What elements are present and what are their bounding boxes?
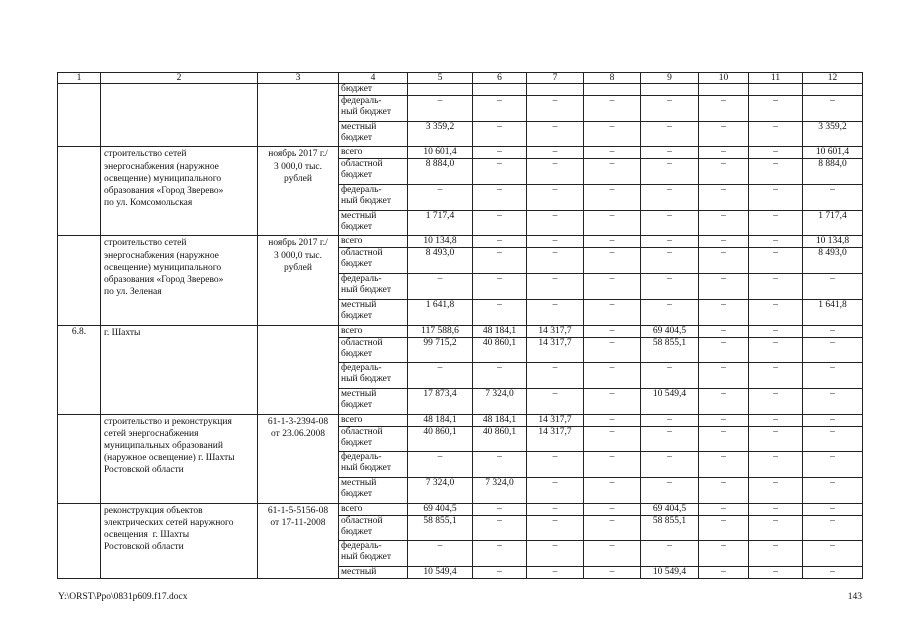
value-cell: –	[749, 567, 803, 579]
value-cell	[641, 84, 699, 96]
value-cell: –	[473, 159, 527, 185]
column-header: 2	[101, 73, 258, 84]
value-cell: –	[699, 452, 749, 478]
header-row	[58, 73, 863, 84]
value-cell: –	[749, 541, 803, 567]
value-cell: –	[408, 363, 473, 389]
value-cell: –	[803, 274, 863, 300]
value-cell: 48 184,1	[408, 414, 473, 426]
value-cell: –	[527, 121, 584, 147]
value-cell: –	[699, 503, 749, 515]
value-cell: –	[473, 96, 527, 122]
value-cell: 10 549,4	[408, 567, 473, 579]
value-cell: –	[699, 159, 749, 185]
value-cell: –	[473, 248, 527, 274]
value-cell: 10 134,8	[408, 236, 473, 248]
value-cell: –	[803, 452, 863, 478]
value-cell: –	[699, 426, 749, 452]
basis-cell	[258, 325, 339, 414]
value-cell: –	[527, 299, 584, 325]
value-cell: –	[699, 248, 749, 274]
value-cell: –	[641, 299, 699, 325]
value-cell: –	[473, 121, 527, 147]
object-name-cell	[101, 84, 258, 147]
value-cell: –	[699, 299, 749, 325]
value-cell: –	[408, 185, 473, 211]
value-cell: 14 317,7	[527, 414, 584, 426]
value-cell: –	[803, 567, 863, 579]
table-row	[58, 503, 863, 515]
value-cell: –	[641, 210, 699, 236]
value-cell: –	[699, 567, 749, 579]
value-cell: –	[473, 567, 527, 579]
funding-source-cell: всего	[339, 503, 408, 515]
value-cell: –	[803, 426, 863, 452]
value-cell: –	[699, 388, 749, 414]
funding-source-cell: местный бюджет	[339, 477, 408, 503]
funding-source-cell: областной бюджет	[339, 248, 408, 274]
value-cell: –	[749, 452, 803, 478]
value-cell: –	[699, 363, 749, 389]
value-cell: 7 324,0	[408, 477, 473, 503]
value-cell: –	[527, 96, 584, 122]
funding-source-cell: федераль- ный бюджет	[339, 96, 408, 122]
column-header: 1	[58, 73, 101, 84]
value-cell: 99 715,2	[408, 337, 473, 363]
value-cell: –	[473, 274, 527, 300]
value-cell: –	[473, 210, 527, 236]
value-cell: –	[527, 515, 584, 541]
funding-source-cell: местный бюджет	[339, 388, 408, 414]
value-cell: 7 324,0	[473, 477, 527, 503]
value-cell: 69 404,5	[641, 325, 699, 337]
column-header: 4	[339, 73, 408, 84]
funding-source-cell: федераль- ный бюджет	[339, 185, 408, 211]
row-number-cell: 6.8.	[58, 325, 101, 414]
value-cell: 10 601,4	[408, 147, 473, 159]
value-cell: –	[699, 185, 749, 211]
file-path: Y:\ORST\Ppo\0831p609.f17.docx	[58, 592, 188, 602]
value-cell: 14 317,7	[527, 426, 584, 452]
value-cell: –	[584, 210, 641, 236]
value-cell: –	[584, 185, 641, 211]
value-cell: –	[641, 414, 699, 426]
value-cell: –	[584, 96, 641, 122]
value-cell: –	[803, 337, 863, 363]
basis-cell	[258, 84, 339, 147]
value-cell: –	[699, 541, 749, 567]
value-cell: –	[584, 121, 641, 147]
value-cell: –	[803, 477, 863, 503]
funding-source-cell: всего	[339, 325, 408, 337]
value-cell: 40 860,1	[473, 337, 527, 363]
page-footer	[58, 591, 862, 603]
value-cell: –	[473, 541, 527, 567]
value-cell	[699, 84, 749, 96]
value-cell: –	[584, 515, 641, 541]
funding-source-cell: всего	[339, 414, 408, 426]
funding-source-cell: местный	[339, 567, 408, 579]
value-cell: 48 184,1	[473, 325, 527, 337]
table-body	[58, 84, 863, 579]
value-cell: –	[641, 477, 699, 503]
value-cell: –	[584, 236, 641, 248]
value-cell: 17 873,4	[408, 388, 473, 414]
value-cell: –	[699, 515, 749, 541]
value-cell: –	[584, 299, 641, 325]
value-cell: –	[584, 159, 641, 185]
object-name-cell: строительство сетей энергоснабжения (наружное освещение) муниципального образования «Город Зверево» по ул. Зеленая	[101, 236, 258, 325]
value-cell: –	[803, 515, 863, 541]
value-cell: –	[584, 503, 641, 515]
value-cell: 10 134,8	[803, 236, 863, 248]
table-row	[58, 147, 863, 159]
value-cell: –	[641, 426, 699, 452]
value-cell: –	[641, 96, 699, 122]
value-cell: –	[803, 363, 863, 389]
value-cell: –	[527, 541, 584, 567]
value-cell: 1 717,4	[803, 210, 863, 236]
funding-source-cell: областной бюджет	[339, 515, 408, 541]
basis-cell: 61-1-3-2394-08 от 23.06.2008	[258, 414, 339, 503]
value-cell: –	[527, 567, 584, 579]
value-cell: 10 549,4	[641, 567, 699, 579]
table-row	[58, 84, 863, 96]
table-row	[58, 325, 863, 337]
value-cell: –	[408, 96, 473, 122]
value-cell: –	[749, 159, 803, 185]
value-cell: –	[749, 236, 803, 248]
funding-source-cell: федераль- ный бюджет	[339, 541, 408, 567]
value-cell: –	[749, 388, 803, 414]
value-cell: 8 884,0	[408, 159, 473, 185]
value-cell: –	[749, 96, 803, 122]
value-cell: 7 324,0	[473, 388, 527, 414]
value-cell: –	[527, 477, 584, 503]
funding-source-cell: всего	[339, 236, 408, 248]
value-cell: –	[699, 147, 749, 159]
funding-source-cell: местный бюджет	[339, 210, 408, 236]
object-name-cell: строительство сетей энергоснабжения (наружное освещение) муниципального образования «Город Зверево» по ул. Комсомольская	[101, 147, 258, 236]
object-name-cell: реконструкция объектов электрических сетей наружного освещения г. Шахты Ростовской области	[101, 503, 258, 578]
object-name-cell: г. Шахты	[101, 325, 258, 414]
value-cell: 3 359,2	[408, 121, 473, 147]
column-header: 5	[408, 73, 473, 84]
value-cell	[803, 84, 863, 96]
value-cell: –	[641, 147, 699, 159]
value-cell: –	[408, 541, 473, 567]
basis-cell: ноябрь 2017 г./ 3 000,0 тыс. рублей	[258, 236, 339, 325]
value-cell: –	[803, 414, 863, 426]
funding-source-cell: федераль- ный бюджет	[339, 363, 408, 389]
value-cell: 10 549,4	[641, 388, 699, 414]
value-cell: –	[699, 96, 749, 122]
column-header: 12	[803, 73, 863, 84]
value-cell	[584, 84, 641, 96]
value-cell: –	[527, 236, 584, 248]
value-cell: 1 717,4	[408, 210, 473, 236]
value-cell: –	[749, 121, 803, 147]
value-cell: –	[749, 503, 803, 515]
value-cell: –	[641, 452, 699, 478]
funding-source-cell: областной бюджет	[339, 337, 408, 363]
value-cell: –	[749, 426, 803, 452]
value-cell: –	[641, 363, 699, 389]
value-cell: 8 493,0	[803, 248, 863, 274]
funding-source-cell: областной бюджет	[339, 159, 408, 185]
value-cell: –	[527, 147, 584, 159]
value-cell: –	[699, 274, 749, 300]
value-cell: –	[749, 363, 803, 389]
value-cell: –	[641, 121, 699, 147]
value-cell: –	[749, 274, 803, 300]
value-cell: –	[527, 388, 584, 414]
value-cell: 58 855,1	[641, 515, 699, 541]
value-cell: –	[749, 210, 803, 236]
value-cell: –	[584, 274, 641, 300]
value-cell: 14 317,7	[527, 325, 584, 337]
value-cell: 58 855,1	[408, 515, 473, 541]
funding-source-cell: местный бюджет	[339, 299, 408, 325]
value-cell: 14 317,7	[527, 337, 584, 363]
value-cell: 69 404,5	[408, 503, 473, 515]
value-cell: –	[584, 388, 641, 414]
value-cell: –	[584, 248, 641, 274]
value-cell: 1 641,8	[803, 299, 863, 325]
value-cell: –	[699, 337, 749, 363]
value-cell: –	[584, 541, 641, 567]
value-cell: –	[749, 147, 803, 159]
value-cell: –	[699, 121, 749, 147]
value-cell: –	[803, 388, 863, 414]
value-cell: 3 359,2	[803, 121, 863, 147]
value-cell: 48 184,1	[473, 414, 527, 426]
value-cell: –	[584, 337, 641, 363]
funding-source-cell: бюджет	[339, 84, 408, 96]
value-cell: –	[749, 337, 803, 363]
row-number-cell	[58, 147, 101, 236]
column-header: 6	[473, 73, 527, 84]
row-number-cell	[58, 503, 101, 578]
value-cell: –	[527, 452, 584, 478]
value-cell: –	[527, 274, 584, 300]
value-cell: –	[749, 325, 803, 337]
value-cell: –	[699, 236, 749, 248]
value-cell: –	[803, 503, 863, 515]
value-cell: –	[641, 248, 699, 274]
value-cell: –	[527, 210, 584, 236]
value-cell: –	[749, 477, 803, 503]
column-header: 9	[641, 73, 699, 84]
column-header: 10	[699, 73, 749, 84]
value-cell: –	[803, 325, 863, 337]
value-cell: –	[584, 477, 641, 503]
value-cell: 69 404,5	[641, 503, 699, 515]
value-cell: –	[749, 248, 803, 274]
value-cell: –	[749, 299, 803, 325]
value-cell: 1 641,8	[408, 299, 473, 325]
value-cell: 8 493,0	[408, 248, 473, 274]
value-cell: –	[641, 159, 699, 185]
value-cell: –	[408, 274, 473, 300]
table-row	[58, 414, 863, 426]
value-cell: –	[699, 325, 749, 337]
value-cell: –	[473, 236, 527, 248]
value-cell: –	[473, 515, 527, 541]
value-cell: –	[803, 185, 863, 211]
value-cell: –	[803, 541, 863, 567]
value-cell: 8 884,0	[803, 159, 863, 185]
row-number-cell	[58, 414, 101, 503]
value-cell: –	[473, 299, 527, 325]
value-cell: –	[527, 159, 584, 185]
value-cell: –	[473, 147, 527, 159]
value-cell	[749, 84, 803, 96]
value-cell: –	[803, 96, 863, 122]
value-cell: –	[699, 414, 749, 426]
value-cell: –	[584, 452, 641, 478]
value-cell: –	[527, 363, 584, 389]
value-cell: –	[641, 185, 699, 211]
funding-source-cell: федераль- ный бюджет	[339, 274, 408, 300]
value-cell: –	[473, 503, 527, 515]
page-number: 143	[847, 592, 862, 602]
column-header: 8	[584, 73, 641, 84]
value-cell: 40 860,1	[473, 426, 527, 452]
value-cell: –	[584, 426, 641, 452]
column-header: 3	[258, 73, 339, 84]
value-cell: –	[584, 363, 641, 389]
value-cell	[527, 84, 584, 96]
basis-cell: 61-1-5-5156-08 от 17-11-2008	[258, 503, 339, 578]
value-cell: –	[699, 477, 749, 503]
value-cell: –	[527, 503, 584, 515]
value-cell: –	[584, 325, 641, 337]
funding-source-cell: федераль- ный бюджет	[339, 452, 408, 478]
value-cell: –	[584, 414, 641, 426]
value-cell: –	[408, 452, 473, 478]
value-cell: –	[527, 248, 584, 274]
table-row	[58, 236, 863, 248]
value-cell: –	[749, 185, 803, 211]
row-number-cell	[58, 84, 101, 147]
column-header: 11	[749, 73, 803, 84]
value-cell: –	[473, 185, 527, 211]
value-cell	[473, 84, 527, 96]
basis-cell: ноябрь 2017 г./ 3 000,0 тыс. рублей	[258, 147, 339, 236]
row-number-cell	[58, 236, 101, 325]
value-cell: –	[699, 210, 749, 236]
funding-source-cell: всего	[339, 147, 408, 159]
value-cell: –	[527, 185, 584, 211]
value-cell: 58 855,1	[641, 337, 699, 363]
value-cell: –	[473, 452, 527, 478]
value-cell: –	[641, 541, 699, 567]
value-cell: –	[473, 363, 527, 389]
value-cell: –	[641, 236, 699, 248]
value-cell: 40 860,1	[408, 426, 473, 452]
value-cell	[408, 84, 473, 96]
value-cell: –	[749, 414, 803, 426]
value-cell: 117 588,6	[408, 325, 473, 337]
funding-source-cell: областной бюджет	[339, 426, 408, 452]
value-cell: –	[641, 274, 699, 300]
financing-table	[57, 72, 863, 579]
value-cell: 10 601,4	[803, 147, 863, 159]
column-header: 7	[527, 73, 584, 84]
value-cell: –	[584, 567, 641, 579]
funding-source-cell: местный бюджет	[339, 121, 408, 147]
table-header	[58, 73, 863, 84]
object-name-cell: строительство и реконструкция сетей энергоснабжения муниципальных образований (наружное освещение) г. Шахты Ростовской области	[101, 414, 258, 503]
value-cell: –	[584, 147, 641, 159]
value-cell: –	[749, 515, 803, 541]
